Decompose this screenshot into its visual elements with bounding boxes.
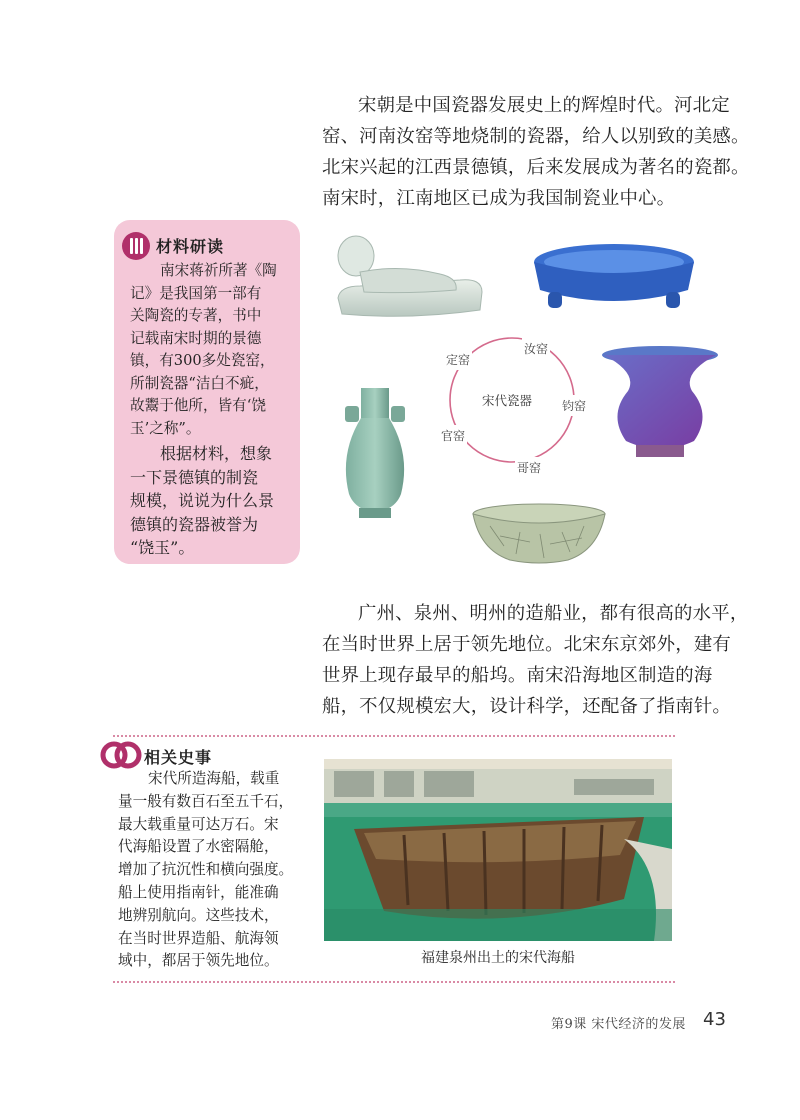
text-line: 玉’之称”。 bbox=[130, 419, 201, 437]
page-number: 43 bbox=[703, 1009, 726, 1030]
text-line: 所制瓷器“洁白不疵， bbox=[130, 374, 269, 392]
text-line: 广州、泉州、明州的造船业，都有很高的水平， bbox=[358, 603, 749, 624]
text-line: 故鬻于他所，皆有‘饶 bbox=[130, 397, 266, 414]
text-line: 世界上现存最早的船坞。南宋沿海地区制造的海 bbox=[322, 665, 713, 686]
text-line: 南宋蒋祈所著《陶 bbox=[160, 262, 277, 279]
kiln-label-ru: 汝窑 bbox=[522, 338, 550, 359]
text-line: 宋代所造海船，载重 bbox=[148, 770, 280, 787]
blue-basin-image bbox=[530, 240, 698, 320]
section-divider-bottom bbox=[113, 981, 675, 983]
text-line: 南宋时，江南地区已成为我国制瓷业中心。 bbox=[322, 188, 676, 209]
diagram-center-label: 宋代瓷器 bbox=[482, 393, 533, 408]
section-divider-top bbox=[113, 735, 675, 737]
text-line: 记载南宋时期的景德 bbox=[130, 329, 262, 347]
related-history-title: 相关史事 bbox=[144, 748, 213, 767]
material-badge-icon bbox=[122, 232, 150, 260]
paragraph-porcelain bbox=[322, 90, 750, 214]
text-line: 量一般有数百石至五千石， bbox=[118, 792, 294, 810]
text-line: 船，不仅规模宏大，设计科学，还配备了指南针。 bbox=[322, 696, 731, 717]
purple-jar-image bbox=[598, 345, 722, 463]
material-text bbox=[130, 260, 288, 440]
text-line: 最大载重量可达万石。宋 bbox=[118, 815, 279, 833]
crackle-bowl-image bbox=[470, 502, 608, 568]
material-title: 材料研读 bbox=[156, 237, 225, 256]
kiln-label-ge: 哥窑 bbox=[515, 457, 543, 478]
text-line: 代海船设置了水密隔舱， bbox=[118, 838, 279, 856]
text-line: 地辨别航向。这些技术， bbox=[118, 906, 279, 924]
material-question bbox=[130, 442, 288, 560]
kiln-label-ding: 定窑 bbox=[444, 349, 472, 370]
paragraph-shipbuilding bbox=[322, 598, 749, 722]
text-line: “饶玉”。 bbox=[130, 538, 195, 557]
pillow-porcelain-image bbox=[330, 228, 490, 323]
footer-lesson-title: 第9课 宋代经济的发展 bbox=[551, 1017, 686, 1032]
text-line: 记》是我国第一部有 bbox=[130, 284, 262, 302]
text-line: 北宋兴起的江西景德镇，后来发展成为著名的瓷都。 bbox=[322, 157, 750, 178]
text-line: 一下景德镇的制瓷 bbox=[130, 467, 259, 487]
photo-caption: 福建泉州出土的宋代海船 bbox=[421, 950, 575, 966]
song-ship-photo bbox=[324, 759, 672, 941]
text-line: 船上使用指南针，能准确 bbox=[118, 883, 279, 901]
celadon-vase-image bbox=[335, 384, 415, 524]
text-line: 增加了抗沉性和横向强度。 bbox=[118, 861, 294, 879]
text-line: 窑、河南汝窑等地烧制的瓷器，给人以别致的美感。 bbox=[322, 126, 750, 147]
related-history-text bbox=[118, 768, 318, 973]
text-line: 规模，说说为什么景 bbox=[130, 491, 275, 510]
text-line: 域中，都居于领先地位。 bbox=[118, 952, 279, 970]
text-line: 在当时世界上居于领先地位。北宋东京郊外，建有 bbox=[322, 634, 731, 655]
text-line: 镇，有300多处瓷窑， bbox=[130, 352, 275, 369]
text-line: 德镇的瓷器被誉为 bbox=[130, 514, 259, 534]
text-line: 关陶瓷的专著，书中 bbox=[130, 307, 262, 324]
text-line: 在当时世界造船、航海领 bbox=[118, 929, 279, 947]
text-line: 根据材料，想象 bbox=[160, 444, 273, 463]
kiln-label-guan: 官窑 bbox=[439, 425, 467, 446]
text-line: 宋朝是中国瓷器发展史上的辉煌时代。河北定 bbox=[358, 95, 730, 116]
kiln-label-jun: 钧窑 bbox=[560, 395, 588, 416]
